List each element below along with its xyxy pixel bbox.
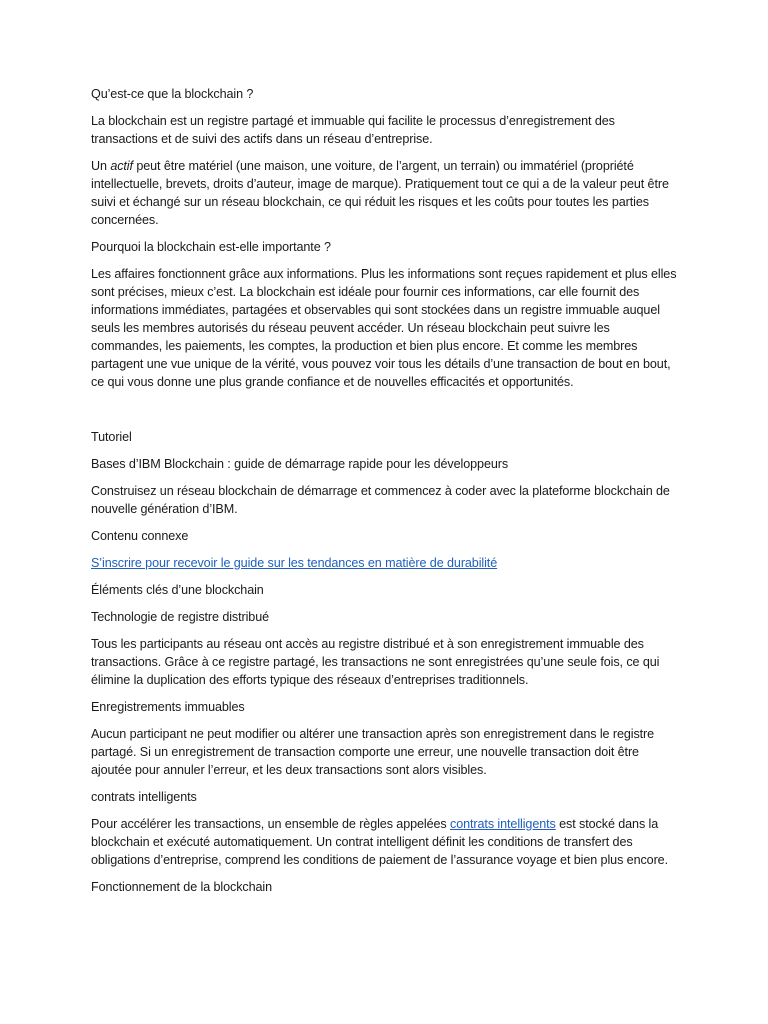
label-related-content: Contenu connexe [91,529,189,543]
label-tutorial: Tutoriel [91,430,132,444]
heading-immutable-records: Enregistrements immuables [91,700,245,714]
paragraph-definition: La blockchain est un registre partagé et immuable qui facilite le processus d’enregistrement des transactions et de suivi des actifs dans un réseau d’entreprise. [91,114,615,146]
asset-prefix: Un [91,159,111,173]
asset-text: peut être matériel (une maison, une voiture, de l’argent, un terrain) ou immatériel (propriété intellectuelle, brevets, droits d’auteur, image de marque). Pratiquement tout ce qui a de la valeur peut être suivi et échangé sur un réseau blockchain, ce qui réduit les risques et les coûts pour toutes les parties concernées. [91,159,669,227]
paragraph-immutable-records: Aucun participant ne peut modifier ou altérer une transaction après son enregistrement dans le registre partagé. Si un enregistrement de transaction comporte une erreur, une nouvelle transaction doit être ajoutée pour annuler l’erreur, et les deux transactions sont alors visibles. [91,727,655,777]
paragraph-smart-contracts [91,815,678,869]
related-link-paragraph [91,554,678,572]
smart-contracts-text: est stocké dans la blockchain et exécuté automatiquement. Un contrat intelligent définit les conditions de transfert des obligations d’entreprise, comprend les conditions de paiement de l’assurance voyage et bien plus encore. [91,817,668,867]
heading-what-is-blockchain: Qu’est-ce que la blockchain ? [91,87,254,101]
heading-distributed-ledger: Technologie de registre distribué [91,610,270,624]
asset-term: actif [110,159,133,173]
tutorial-description: Construisez un réseau blockchain de démarrage et commencez à coder avec la plateforme blockchain de nouvelle génération d’IBM. [91,484,670,516]
smart-contracts-link[interactable]: contrats intelligents [450,817,556,831]
paragraph-business-info: Les affaires fonctionnent grâce aux informations. Plus les informations sont reçues rapidement et plus elles sont précises, mieux c’est. La blockchain est idéale pour fournir ces informations, car elle fournit des informations immédiates, partagées et observables qui sont stockées dans un registre immuable auquel seuls les membres autorisés du réseau peuvent accéder. Un réseau blockchain peut suivre les commandes, les paiements, les comptes, la production et bien plus encore. Et comme les membres partagent une vue unique de la vérité, vous pouvez voir tous les détails d’une transaction de bout en bout, ce qui vous donne une plus grande confiance et de nouvelles efficacités et opportunités. [91,267,677,389]
spacer [91,400,678,428]
smart-contracts-prefix: Pour accélérer les transactions, un ensemble de règles appelées [91,817,451,831]
heading-how-blockchain-works: Fonctionnement de la blockchain [91,880,273,894]
sustainability-guide-link[interactable]: S’inscrire pour recevoir le guide sur les tendances en matière de durabilité [91,556,498,570]
heading-why-important: Pourquoi la blockchain est-elle importante ? [91,240,331,254]
heading-smart-contracts: contrats intelligents [91,790,197,804]
heading-key-elements: Éléments clés d’une blockchain [91,583,264,597]
paragraph-asset [91,157,678,229]
tutorial-title: Bases d’IBM Blockchain : guide de démarrage rapide pour les développeurs [91,457,509,471]
paragraph-distributed-ledger: Tous les participants au réseau ont accès au registre distribué et à son enregistrement immuable des transactions. Grâce à ce registre partagé, les transactions ne sont enregistrées qu’une seule fois, ce qui élimine la duplication des efforts typique des réseaux d’entreprises traditionnels. [91,637,660,687]
